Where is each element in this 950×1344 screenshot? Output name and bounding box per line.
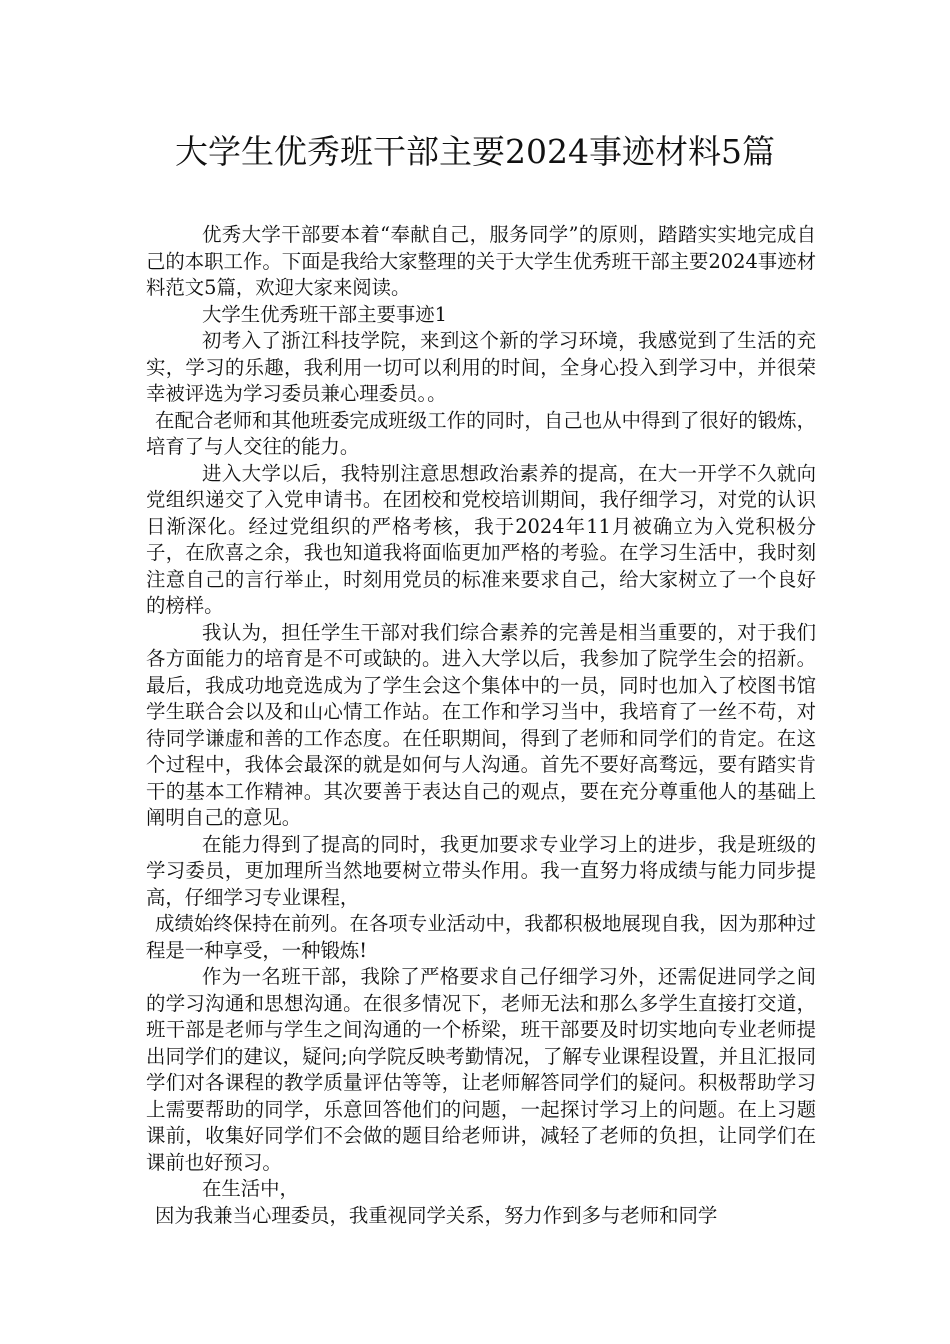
paragraph: 成绩始终保持在前列。在各项专业活动中，我都积极地展现自我，因为那种过程是一种享受，一种锻炼! xyxy=(146,912,816,962)
paragraph: 在生活中， xyxy=(202,1177,299,1200)
paragraph: 作为一名班干部，我除了严格要求自己仔细学习外，还需促进同学之间的学习沟通和思想沟通。在很多情况下，老师无法和那么多学生直接打交道，班干部是老师与学生之间沟通的一个桥梁，班干部要及时切实地向专业老师提出同学们的建议，疑问;向学院反映考勤情况，了解专业课程设置，并且汇报同学们对各课程的教学质量评估等等，让老师解答同学们的疑问。积极帮助学习上需要帮助的同学，乐意回答他们的问题，一起探讨学习上的问题。在上习题课前，收集好同学们不会做的题目给老师讲，减轻了老师的负担，让同学们在课前也好预习。 xyxy=(146,965,816,1174)
paragraph: 在能力得到了提高的同时，我更加要求专业学习上的进步，我是班级的学习委员，更加理所当然地要树立带头作用。我一直努力将成绩与能力同步提高，仔细学习专业课程， xyxy=(146,832,816,909)
paragraph: 因为我兼当心理委员，我重视同学关系，努力作到多与老师和同学 xyxy=(155,1203,718,1227)
paragraph: 我认为，担任学生干部对我们综合素养的完善是相当重要的，对于我们各方面能力的培育是不可或缺的。进入大学以后，我参加了院学生会的招新。最后，我成功地竞选成为了学生会这个集体中的一员，同时也加入了校图书馆学生联合会以及和山心情工作站。在工作和学习当中，我培育了一丝不苟，对待同学谦虚和善的工作态度。在任职期间，得到了老师和同学们的肯定。在这个过程中，我体会最深的就是如何与人沟通。首先不要好高骛远，要有踏实肯干的基本工作精神。其次要善于表达自己的观点，要在充分尊重他人的基础上阐明自己的意见。 xyxy=(146,620,816,829)
document-body xyxy=(146,222,816,1229)
paragraph: 进入大学以后，我特别注意思想政治素养的提高，在大一开学不久就向党组织递交了入党申请书。在团校和党校培训期间，我仔细学习，对党的认识日渐深化。经过党组织的严格考核，我于2024年11月被确立为入党积极分子，在欣喜之余，我也知道我将面临更加严格的考验。在学习生活中，我时刻注意自己的言行举止，时刻用党员的标准来要求自己，给大家树立了一个良好的榜样。 xyxy=(146,461,816,617)
paragraph-intro: 优秀大学干部要本着“奉献自己，服务同学”的原则，踏踏实实地完成自己的本职工作。下面是我给大家整理的关于大学生优秀班干部主要2024事迹材料范文5篇，欢迎大家来阅读。 xyxy=(146,223,816,299)
paragraph: 初考入了浙江科技学院，来到这个新的学习环境，我感觉到了生活的充实，学习的乐趣，我利用一切可以利用的时间，全身心投入到学习中，并很荣幸被评选为学习委员兼心理委员。。 xyxy=(146,329,816,405)
paragraph: 在配合老师和其他班委完成班级工作的同时，自己也从中得到了很好的锻炼，培育了与人交往的能力。 xyxy=(146,408,816,458)
document-title: 大学生优秀班干部主要2024事迹材料5篇 xyxy=(175,132,775,171)
section-heading-1: 大学生优秀班干部主要事迹1 xyxy=(202,302,448,326)
